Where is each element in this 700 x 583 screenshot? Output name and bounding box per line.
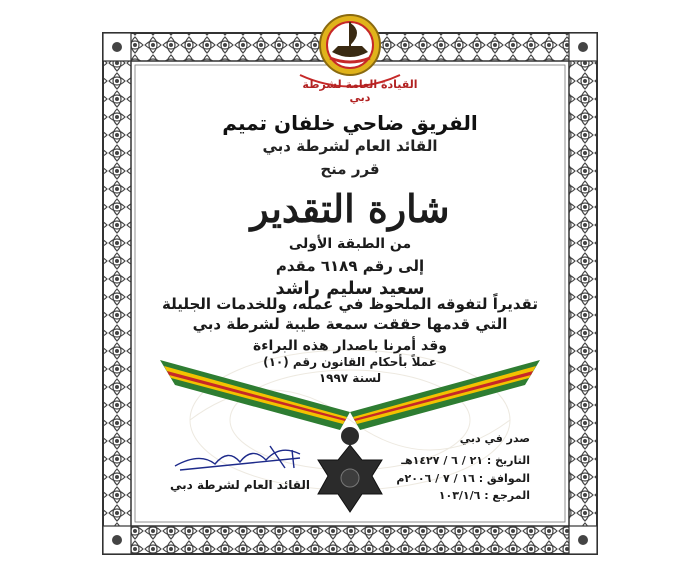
recipient-number: إلى رقم ٦١٨٩ مقدم: [275, 257, 425, 275]
emblem-ribbon-text: القيادة العامة لشرطة دبي: [302, 78, 418, 104]
medal-title: شارة التقدير: [250, 186, 450, 231]
reference-number: المرجع : ١٠٣/١/٦: [438, 489, 530, 502]
general-name: الفريق ضاحي خلفان تميم: [222, 111, 478, 135]
medal-class: من الطبقة الأولى: [288, 236, 412, 252]
ordered-line: وقد أمرنا باصدار هذه البراءة: [253, 338, 447, 354]
appreciation-line-2: التي قدمها حققت سمعة طيبة لشرطة دبي: [192, 315, 508, 333]
law-reference: عملاً بأحكام القانون رقم (١٠): [263, 355, 437, 369]
law-year: لسنة ١٩٩٧: [318, 371, 382, 385]
issued-place: صدر في دبي: [459, 432, 530, 445]
date-hijri: التاريخ : ٢١ / ٦ / ١٤٢٧هـ: [401, 454, 530, 467]
recipient-name: سعيد سليم راشد: [275, 278, 425, 299]
appreciation-line-1: تقديراً لتفوقه الملحوظ في عمله، وللخدمات الجليلة: [162, 295, 538, 313]
decided-label: قرر منح: [320, 160, 380, 178]
date-gregorian: الموافق : ١٦ / ٧ / ٢٠٠٦م: [396, 472, 530, 485]
commander-title: القائد العام لشرطة دبي: [262, 137, 438, 155]
signature-title: القائد العام لشرطة دبي: [170, 478, 310, 492]
